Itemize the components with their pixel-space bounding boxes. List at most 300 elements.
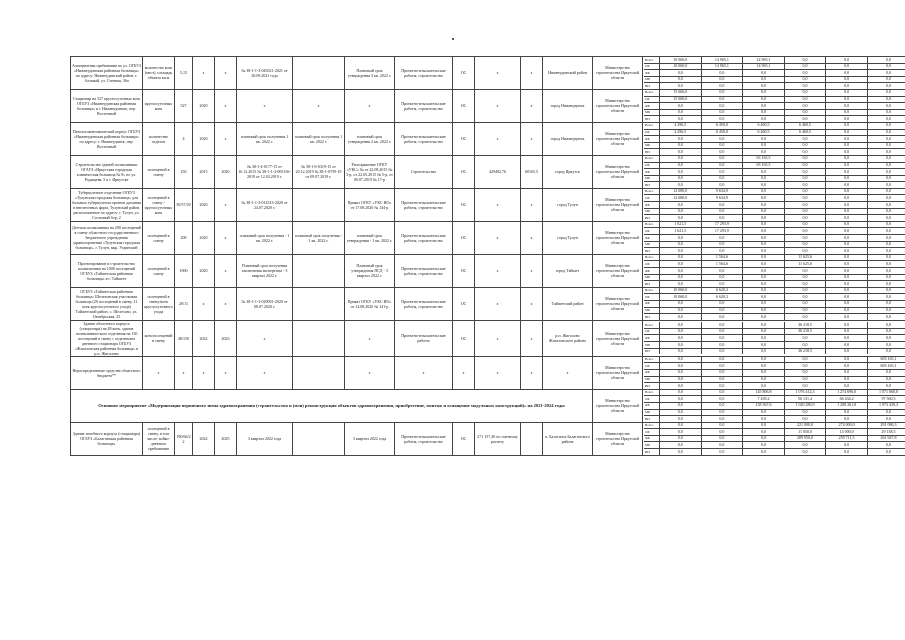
financing-amount: 0,0 <box>660 435 702 442</box>
financing-source-label: Всего <box>644 288 660 294</box>
expertise-conclusion: № 38-1-1-3-014313-2020 от 24.07.2020 г. <box>237 188 293 221</box>
financing-breakdown <box>644 357 905 389</box>
financing-source-label: МБ <box>644 241 660 248</box>
financing-source-label: ВИ <box>644 182 660 188</box>
start-year: 2020 <box>193 254 215 287</box>
financing-source-label: ВИ <box>644 116 660 122</box>
financing-amount: 0,0 <box>867 328 905 335</box>
work-stage: Проектно-изыскательские работы, строительство <box>395 122 453 155</box>
financing-amount: 0,0 <box>660 116 702 122</box>
financing-row <box>644 435 905 442</box>
financing-amount: 11 050,0 <box>784 429 826 436</box>
financing-amount: 0,0 <box>784 335 826 342</box>
financing-amount: 0,0 <box>867 63 905 70</box>
financing-source-label: ВИ <box>644 83 660 89</box>
financing-source-label: Всего <box>644 390 660 396</box>
financing-amount: 0,0 <box>660 396 702 403</box>
financing-breakdown <box>644 189 905 221</box>
financing-row <box>644 409 905 416</box>
financing-amount: 36 218,5 <box>784 322 826 328</box>
financing-amount: 0,0 <box>701 307 743 314</box>
approval-document: Приказ ОГКУ «УКС ИО» от 17.08.2020 № 134-р <box>345 188 395 221</box>
financing-amount: 0,0 <box>701 83 743 89</box>
remaining-cost: х <box>521 356 543 389</box>
financing-amount: 0,0 <box>826 83 868 89</box>
financing-amount: 0,0 <box>701 409 743 416</box>
financing-amount: 0,0 <box>867 255 905 261</box>
financing-amount: 0,0 <box>867 342 905 349</box>
financing-amount: 0,0 <box>743 195 785 202</box>
work-stage: Проектно-изыскательские работы, строительство <box>395 254 453 287</box>
financing-amount: 0,0 <box>867 123 905 129</box>
financing-amount: 29 138,5 <box>867 429 905 436</box>
financing-row <box>644 142 905 149</box>
financing-amount: 0,0 <box>826 189 868 195</box>
financing-amount: 138 367,6 <box>743 402 785 409</box>
financing-amount: 1 621,5 <box>660 228 702 235</box>
financing-amount: 0,0 <box>701 169 743 176</box>
financing-amount: 0,0 <box>826 208 868 215</box>
work-stage: х <box>395 356 453 389</box>
financing-amount: 0,0 <box>826 96 868 103</box>
location: р.п. Жигалово Жигаловского района <box>543 320 593 356</box>
expertise-conclusion: х <box>237 89 293 122</box>
financing-breakdown <box>644 156 905 188</box>
expertise-conclusion: плановый срок получения - 1 кв. 2022 г. <box>237 221 293 254</box>
financing-amount: 0,0 <box>784 376 826 383</box>
financing-amount: 0,0 <box>743 90 785 96</box>
financing-amount: 0,0 <box>867 136 905 143</box>
end-year: х <box>215 254 237 287</box>
financing-amount: 0,0 <box>660 169 702 176</box>
capacity-unit: посещений в смену / круглосуточных коек <box>143 188 175 221</box>
expertise-conclusion: № 38-1-1-3-029091-2020 от 08.07.2020 г. <box>237 287 293 320</box>
end-year: 2023 <box>215 320 237 356</box>
financing-source-label: ФБ <box>644 169 660 176</box>
financing-amount: 0,0 <box>784 449 826 455</box>
estimated-cost: х <box>475 254 521 287</box>
section-title: Основное мероприятие «Модернизация первичного звена здравоохранения (строительство и (или) реконструкция объектов здравоохранения, приобретение, монтаж и оснащение модульных конструкций)» на 2021-2024 годы <box>71 389 593 422</box>
financing-amount: 0,0 <box>784 222 826 228</box>
location: п. Балаганск Балаганского района <box>543 422 593 455</box>
work-stage: Проектно-изыскательские работы, строительство <box>395 287 453 320</box>
customer: Министерство строительства Иркутской области <box>593 356 643 389</box>
financing-amount: 6 620,3 <box>701 288 743 294</box>
financing-amount: 0,0 <box>784 369 826 376</box>
financing-amount: 0,0 <box>784 228 826 235</box>
financing-amount: 0,0 <box>743 416 785 422</box>
financing-amount: 0,0 <box>660 268 702 275</box>
financing-amount: 0,0 <box>701 369 743 376</box>
financing-amount: 0,0 <box>784 195 826 202</box>
financing-amount: 0,0 <box>885 214 891 220</box>
financing-amount: 0,0 <box>701 109 743 116</box>
financing-amount: 0,0 <box>867 300 905 307</box>
financing-source-label: ВИ <box>644 248 660 254</box>
financing-row <box>644 402 905 409</box>
financing-amount: 0,0 <box>660 402 702 409</box>
financing-amount: 1 564,6 <box>701 255 743 261</box>
financing-row <box>644 449 905 455</box>
financing-source-label: ОБ <box>644 294 660 301</box>
financing-amount: 36 218,5 <box>784 328 826 335</box>
financing-amount: 0,0 <box>701 162 743 169</box>
financing-amount: 0,0 <box>867 322 905 328</box>
financing-amount: 0,0 <box>867 228 905 235</box>
remaining-cost: х <box>521 221 543 254</box>
financing-amount: 0,0 <box>743 261 785 268</box>
financing-source-label: Всего <box>644 90 660 96</box>
financing-row <box>644 363 905 370</box>
financing-amount: 0,0 <box>743 189 785 195</box>
object-row <box>71 287 905 320</box>
start-year: х <box>193 356 215 389</box>
program-table <box>70 56 905 456</box>
financing-amount: 0,0 <box>826 195 868 202</box>
financing-amount: 4 296,5 <box>660 129 702 136</box>
financing-amount: 0,0 <box>784 357 826 363</box>
expertise-conclusion-2: плановый срок получения - 1 кв. 2022 г. <box>293 221 345 254</box>
financing-row <box>644 281 905 287</box>
object-name: ОГБУЗ «Тайшетская районная больница» Шелеховская участковая больница (20 посещений в смену, 11 коек круглосуточного ухода) Тайшетский район, с. Шелехово, ул. Октябрьская, 25 <box>71 287 143 320</box>
financing-row <box>644 175 905 182</box>
financing-amount: 0,0 <box>660 369 702 376</box>
financing-amount: 6 450,0 <box>701 129 743 136</box>
financing-amount: 14 000,0 <box>826 429 868 436</box>
start-year: х <box>193 57 215 90</box>
financing-amount: 0,0 <box>826 357 868 363</box>
financing-amount: 0,0 <box>885 313 891 319</box>
financing-amount: 0,0 <box>885 280 891 286</box>
financing-amount: 0,0 <box>867 189 905 195</box>
financing-amount: 0,0 <box>701 357 743 363</box>
work-stage: Строительство <box>395 155 453 188</box>
financing-amount: 0,0 <box>743 357 785 363</box>
location: город Нижнеудинск <box>543 122 593 155</box>
financing-amount: 0,0 <box>826 363 868 370</box>
financing-amount: 0,0 <box>701 268 743 275</box>
financing-row <box>644 335 905 342</box>
financing-source-label: ФБ <box>644 402 660 409</box>
financing-amount: 0,0 <box>660 241 702 248</box>
financing-amount: 0,0 <box>826 409 868 416</box>
financing-source-label: МБ <box>644 274 660 281</box>
financing-cell <box>643 254 905 287</box>
financing-amount: 0,0 <box>660 348 702 354</box>
financing-amount: 63 165,5 <box>743 156 785 162</box>
financing-amount: 0,0 <box>701 215 743 221</box>
financing-amount: 0,0 <box>867 109 905 116</box>
estimated-cost: х <box>475 221 521 254</box>
financing-amount: 0,0 <box>826 129 868 136</box>
financing-amount: 0,0 <box>826 307 868 314</box>
location: город Нижнеудинск <box>543 89 593 122</box>
work-stage: Проектно-изыскательские работы, строительство <box>395 57 453 90</box>
location: Тайшетский район <box>543 287 593 320</box>
financing-amount: 12 080,0 <box>660 189 702 195</box>
financing-amount: 0,0 <box>826 63 868 70</box>
financing-amount: 6 460,5 <box>743 123 785 129</box>
expertise-conclusion: № 38-1-1-3-045021-2021 от 20.09.2021 года <box>237 57 293 90</box>
financing-amount: 10 060,0 <box>660 294 702 301</box>
object-row <box>71 254 905 287</box>
financing-amount: 0,0 <box>701 335 743 342</box>
approval-document: Плановый срок утверждения ПСД - 3 квартал 2022 г. <box>345 254 395 287</box>
financing-amount: 0,0 <box>660 215 702 221</box>
financing-source-label: Всего <box>644 255 660 261</box>
financing-amount: 1 076 412,3 <box>784 390 826 396</box>
estimated-cost: 429482,76 <box>475 155 521 188</box>
financing-amount: 0,0 <box>743 288 785 294</box>
financing-source-label: ФБ <box>644 435 660 442</box>
financing-amount: 0,0 <box>867 70 905 77</box>
financing-row <box>644 241 905 248</box>
financing-source-label: ФБ <box>644 70 660 77</box>
financing-amount: 0,0 <box>784 416 826 422</box>
financing-amount: 0,0 <box>867 288 905 294</box>
financing-amount: 0,0 <box>784 136 826 143</box>
financing-amount: 0,0 <box>660 208 702 215</box>
financing-amount: 0,0 <box>784 116 826 122</box>
expertise-conclusion-2 <box>293 254 345 287</box>
financing-amount: 0,0 <box>743 169 785 176</box>
financing-amount: 0,0 <box>701 149 743 155</box>
financing-amount: 0,0 <box>743 435 785 442</box>
estimated-cost: х <box>475 287 521 320</box>
financing-cell <box>643 422 905 455</box>
financing-amount: 0,0 <box>784 202 826 209</box>
financing-amount: 0,0 <box>826 342 868 349</box>
expertise-conclusion: плановый срок получения 1 кв. 2022 г. <box>237 122 293 155</box>
end-year: х <box>215 122 237 155</box>
financing-source-label: ВИ <box>644 215 660 221</box>
financing-row <box>644 103 905 110</box>
capacity-value: 48/150 <box>175 320 193 356</box>
location: город Тулун <box>543 188 593 221</box>
financing-source-label: ВИ <box>644 281 660 287</box>
financing-row <box>644 149 905 155</box>
financing-amount: 14 965,1 <box>701 57 743 63</box>
financing-amount: 0,0 <box>784 182 826 188</box>
expertise-conclusion-2: № 38-1-6-0319-15 от 20.12.2019 № 38-1-0759-19 от 09.07.2019 г. <box>293 155 345 188</box>
financing-amount: 1 208 261,8 <box>826 402 868 409</box>
financing-amount: 11 625,6 <box>784 255 826 261</box>
financing-amount: 0,0 <box>660 136 702 143</box>
financing-amount: 0,0 <box>660 281 702 287</box>
capacity-unit: посещений в смену <box>143 155 175 188</box>
financing-cell <box>643 221 905 254</box>
financing-amount: 0,0 <box>743 307 785 314</box>
financing-amount: 0,0 <box>784 442 826 449</box>
financing-amount: 0,0 <box>885 247 891 253</box>
remaining-cost <box>521 422 543 455</box>
financing-amount: 0,0 <box>743 241 785 248</box>
financing-amount: 6 460,5 <box>784 123 826 129</box>
start-year: 2020 <box>193 188 215 221</box>
financing-row <box>644 63 905 70</box>
financing-row <box>644 416 905 422</box>
financing-cell <box>643 89 905 122</box>
financing-amount: 0,0 <box>743 248 785 254</box>
financing-amount: 0,0 <box>826 369 868 376</box>
financing-amount: 0,0 <box>660 235 702 242</box>
financing-amount: 0,0 <box>784 103 826 110</box>
financing-cell <box>643 57 905 90</box>
approval-document: Плановый срок утверждения 3 кв. 2022 г. <box>345 57 395 90</box>
financing-amount: 221 000,0 <box>784 423 826 429</box>
financing-amount: 0,0 <box>660 175 702 182</box>
financing-amount: 0,0 <box>660 103 702 110</box>
financing-amount: 0,0 <box>826 202 868 209</box>
financing-source-label: МБ <box>644 142 660 149</box>
financing-amount: 0,0 <box>660 314 702 320</box>
financing-amount: 0,0 <box>867 195 905 202</box>
funding-source: ОС <box>453 422 475 455</box>
financing-source-label: ФБ <box>644 202 660 209</box>
financing-amount: 0,0 <box>885 448 891 454</box>
capacity-unit: коек/посещений в смену <box>143 320 175 356</box>
financing-amount: 0,0 <box>826 215 868 221</box>
financing-breakdown <box>644 123 905 155</box>
financing-amount: 0,0 <box>701 348 743 354</box>
financing-amount: 0,0 <box>743 255 785 261</box>
financing-amount: 603 165,1 <box>867 363 905 370</box>
section-row <box>71 389 905 422</box>
financing-amount: 0,0 <box>660 248 702 254</box>
financing-amount: 0,0 <box>743 274 785 281</box>
financing-amount: 97 560,5 <box>867 396 905 403</box>
financing-amount: 0,0 <box>743 423 785 429</box>
financing-amount: 11 625,6 <box>784 261 826 268</box>
financing-amount: 0,0 <box>784 235 826 242</box>
financing-amount: 0,0 <box>701 376 743 383</box>
financing-source-label: МБ <box>644 442 660 449</box>
funding-source: ОС <box>453 221 475 254</box>
financing-amount: 0,0 <box>885 181 891 187</box>
financing-row <box>644 248 905 254</box>
financing-amount: 0,0 <box>701 300 743 307</box>
approval-document: х <box>345 356 395 389</box>
financing-row <box>644 261 905 268</box>
capacity-unit: круглосуточных коек <box>143 89 175 122</box>
financing-amount: 274 000,0 <box>826 423 868 429</box>
object-name: Детская поликлиника на 200 посещений в смену областного государственного бюджетного учреждения здравоохранения «Тулунская городская больница», г. Тулун, мкр. Угдинский <box>71 221 143 254</box>
funding-source: х <box>453 356 475 389</box>
financing-amount: 0,0 <box>660 328 702 335</box>
financing-amount: 0,0 <box>826 322 868 328</box>
financing-amount: 0,0 <box>743 208 785 215</box>
financing-cell <box>643 389 905 422</box>
financing-source-label: МБ <box>644 307 660 314</box>
end-year: 2020 <box>215 155 237 188</box>
approval-document: плановый срок утверждения - 1 кв. 2022 г. <box>345 221 395 254</box>
financing-amount: 0,0 <box>826 383 868 389</box>
financing-amount: 0,0 <box>743 268 785 275</box>
financing-amount: 0,0 <box>660 342 702 349</box>
financing-amount: 0,0 <box>867 307 905 314</box>
financing-amount: 0,0 <box>660 390 702 396</box>
financing-amount: 0,0 <box>826 241 868 248</box>
financing-amount: 0,0 <box>826 235 868 242</box>
financing-amount: 0,0 <box>867 162 905 169</box>
funding-source: ОС <box>453 89 475 122</box>
financing-source-label: МБ <box>644 409 660 416</box>
financing-amount: 0,0 <box>784 63 826 70</box>
estimated-cost: х <box>475 122 521 155</box>
financing-source-label: ФБ <box>644 268 660 275</box>
financing-row <box>644 442 905 449</box>
financing-amount: 0,0 <box>826 255 868 261</box>
financing-amount: 0,0 <box>826 182 868 188</box>
financing-amount: 0,0 <box>885 382 891 388</box>
financing-amount: 0,0 <box>660 162 702 169</box>
financing-row <box>644 215 905 221</box>
financing-amount: 0,0 <box>701 423 743 429</box>
financing-amount: 0,0 <box>867 222 905 228</box>
financing-amount: 1 274 696,0 <box>826 390 868 396</box>
financing-amount: 0,0 <box>867 96 905 103</box>
financing-amount: 0,0 <box>660 449 702 455</box>
financing-amount: 0,0 <box>701 208 743 215</box>
capacity-unit: количество коек (мест), площадь объекта кв.м <box>143 57 175 90</box>
financing-breakdown <box>644 423 905 455</box>
approval-document: Распоряжение ОГКУ «УКС» № от 22.08.2015 № 3-р, от 22.05.2015 № 5-р, от 09.07.2019 № 17-р <box>345 155 395 188</box>
financing-amount: 0,0 <box>826 261 868 268</box>
financing-amount: 0,0 <box>826 288 868 294</box>
financing-amount: 0,0 <box>743 222 785 228</box>
financing-amount: 0,0 <box>826 348 868 354</box>
work-stage: Проектно-изыскательские работы, строительство <box>395 221 453 254</box>
work-stage: Проектно-изыскательские работы, строительство <box>395 188 453 221</box>
customer: Министерство строительства Иркутской области <box>593 287 643 320</box>
financing-amount: 0,0 <box>701 383 743 389</box>
financing-amount: 0,0 <box>784 169 826 176</box>
financing-amount: 0,0 <box>743 348 785 354</box>
financing-row <box>644 76 905 83</box>
remaining-cost: х <box>521 287 543 320</box>
financing-amount: 10 060,0 <box>660 63 702 70</box>
financing-amount: 0,0 <box>701 175 743 182</box>
financing-amount: 0,0 <box>743 335 785 342</box>
financing-amount: 0,0 <box>784 70 826 77</box>
financing-source-label: ВИ <box>644 149 660 155</box>
financing-amount: 0,0 <box>743 76 785 83</box>
financing-amount: 0,0 <box>826 442 868 449</box>
financing-amount: 0,0 <box>743 449 785 455</box>
financing-amount: 0,0 <box>743 109 785 116</box>
financing-amount: 0,0 <box>867 129 905 136</box>
financing-row <box>644 195 905 202</box>
estimated-cost: х <box>475 320 521 356</box>
financing-amount: 0,0 <box>660 442 702 449</box>
financing-source-label: ОБ <box>644 363 660 370</box>
financing-amount: 6 450,0 <box>701 123 743 129</box>
financing-amount: 0,0 <box>826 274 868 281</box>
financing-amount: 0,0 <box>867 274 905 281</box>
financing-source-label: ВИ <box>644 416 660 422</box>
financing-amount: 0,0 <box>784 268 826 275</box>
financing-amount: 0,0 <box>701 342 743 349</box>
financing-source-label: МБ <box>644 175 660 182</box>
location: Нижнеудинский район <box>543 57 593 90</box>
financing-source-label: ОБ <box>644 195 660 202</box>
financing-row <box>644 376 905 383</box>
financing-amount: 0,0 <box>826 294 868 301</box>
financing-amount: 0,0 <box>743 202 785 209</box>
financing-row <box>644 169 905 176</box>
remaining-cost: 60165,5 <box>521 155 543 188</box>
financing-amount: 0,0 <box>660 307 702 314</box>
